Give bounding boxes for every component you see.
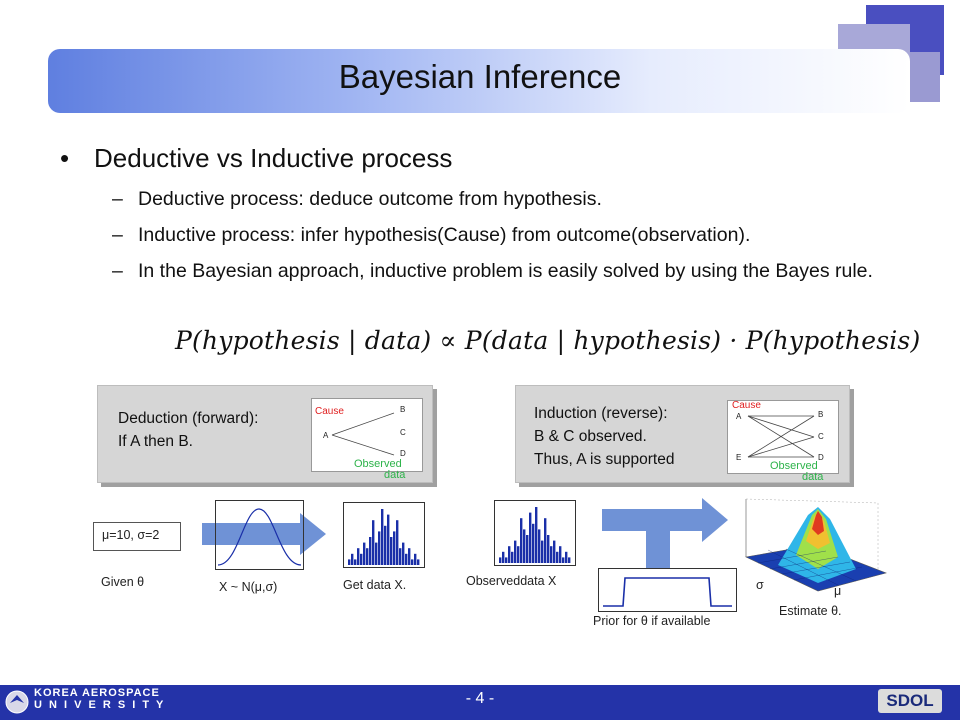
page-number: - 4 - <box>465 690 495 707</box>
slide-title: Bayesian Inference <box>338 58 622 95</box>
node-b: B <box>818 410 824 419</box>
histogram-bar <box>417 559 419 565</box>
cause-label: Cause <box>732 400 761 411</box>
params-box <box>93 522 181 551</box>
histogram-bar <box>550 546 552 563</box>
node-b: B <box>400 405 406 414</box>
node-d: D <box>400 449 406 458</box>
gaussian-plot <box>215 500 304 570</box>
node-a: A <box>323 431 329 440</box>
histogram-bar <box>405 554 407 565</box>
gaussian-curve <box>216 501 303 569</box>
histogram-bar <box>378 531 380 565</box>
histogram-bar <box>526 535 528 563</box>
induction-panel <box>515 385 850 483</box>
histogram-bar <box>553 541 555 563</box>
induction-line2: B & C observed. <box>534 428 647 445</box>
university-name-line1: KOREA AEROSPACE <box>34 687 160 699</box>
dash-icon: – <box>112 224 123 246</box>
histogram-bar <box>408 548 410 565</box>
induction-line3: Thus, A is supported <box>534 451 675 468</box>
histogram-observed <box>494 500 576 566</box>
deduction-line2: If A then B. <box>118 433 193 450</box>
given-label: Given θ <box>101 575 145 589</box>
mu-axis-label: μ <box>834 584 842 598</box>
deduction-panel <box>97 385 433 483</box>
histogram-bar <box>559 546 561 563</box>
observed-label: Observed <box>354 458 402 470</box>
histogram-bar <box>502 552 504 563</box>
histogram-bar <box>357 548 359 565</box>
histogram-bar <box>402 543 404 565</box>
histogram-bar <box>532 524 534 563</box>
induction-diagram <box>727 400 839 483</box>
histogram-bar <box>520 518 522 563</box>
histogram-bar <box>372 520 374 565</box>
lab-logo: SDOL <box>878 689 942 713</box>
node-d: D <box>818 453 824 462</box>
histogram-bar <box>360 554 362 565</box>
node-e: E <box>736 453 742 462</box>
deduction-diagram <box>311 398 423 481</box>
main-bullet <box>60 143 452 174</box>
histogram-bars <box>344 503 424 567</box>
histogram-bar <box>517 546 519 563</box>
sigma-axis-label: σ <box>756 578 764 592</box>
histogram-bar <box>414 554 416 565</box>
histogram-bar <box>354 559 356 565</box>
subpoint-text: Inductive process: infer hypothesis(Cause) from outcome(observation). <box>138 224 751 246</box>
histogram-bar <box>348 559 350 565</box>
observed-data-label: Observeddata X <box>466 574 557 588</box>
histogram-bar <box>366 548 368 565</box>
histogram-bar <box>399 548 401 565</box>
histogram-bar <box>565 552 567 563</box>
get-data-label: Get data X. <box>343 578 407 592</box>
params-text: μ=10, σ=2 <box>102 528 160 542</box>
dash-icon: – <box>112 188 123 210</box>
histogram-bar <box>363 543 365 565</box>
subpoint-text: In the Bayesian approach, inductive problem is easily solved by using the Bayes rule. <box>138 260 873 282</box>
histogram-bar <box>499 557 501 563</box>
histogram-bar <box>508 546 510 563</box>
histogram-bar <box>505 557 507 563</box>
university-name-line2: U N I V E R S I T Y <box>34 699 166 711</box>
histogram-bar <box>544 518 546 563</box>
histogram-bar <box>390 537 392 565</box>
node-c: C <box>818 432 824 441</box>
deduction-line1: Deduction (forward): <box>118 410 259 427</box>
prior-plot <box>598 568 737 612</box>
histogram-bar <box>511 552 513 563</box>
node-a: A <box>736 412 742 421</box>
histogram-bar <box>396 520 398 565</box>
induction-line1: Induction (reverse): <box>534 405 668 422</box>
bullet-icon: • <box>60 143 70 173</box>
main-bullet-text: Deductive vs Inductive process <box>94 143 453 173</box>
histogram-bars <box>495 501 575 565</box>
dash-icon: – <box>112 260 123 282</box>
model-label: X ~ N(μ,σ) <box>219 580 278 594</box>
histogram-generated <box>343 502 425 568</box>
node-c: C <box>400 428 406 437</box>
histogram-bar <box>556 552 558 563</box>
histogram-bar <box>541 541 543 563</box>
histogram-bar <box>529 513 531 563</box>
prior-label: Prior for θ if available <box>593 614 711 628</box>
histogram-bar <box>393 531 395 565</box>
histogram-bar <box>568 557 570 563</box>
histogram-bar <box>381 509 383 565</box>
estimate-label: Estimate θ. <box>779 604 842 618</box>
histogram-bar <box>514 541 516 563</box>
bayes-formula: P(hypothesis | data) ∝ P(data | hypothesis) · P(hypothesis) <box>175 326 921 355</box>
subpoint-text: Deductive process: deduce outcome from hypothesis. <box>138 188 602 210</box>
histogram-bar <box>547 535 549 563</box>
histogram-bar <box>411 559 413 565</box>
histogram-bar <box>375 543 377 565</box>
data-label: data <box>384 469 406 481</box>
histogram-bar <box>387 515 389 565</box>
histogram-bar <box>384 526 386 565</box>
prior-curve <box>599 569 736 611</box>
cause-label: Cause <box>315 406 344 417</box>
histogram-bar <box>351 554 353 565</box>
data-label: data <box>802 471 824 483</box>
histogram-bar <box>535 507 537 563</box>
histogram-bar <box>562 557 564 563</box>
histogram-bar <box>369 537 371 565</box>
observed-label: Observed <box>770 460 818 472</box>
histogram-bar <box>538 529 540 563</box>
histogram-bar <box>523 529 525 563</box>
